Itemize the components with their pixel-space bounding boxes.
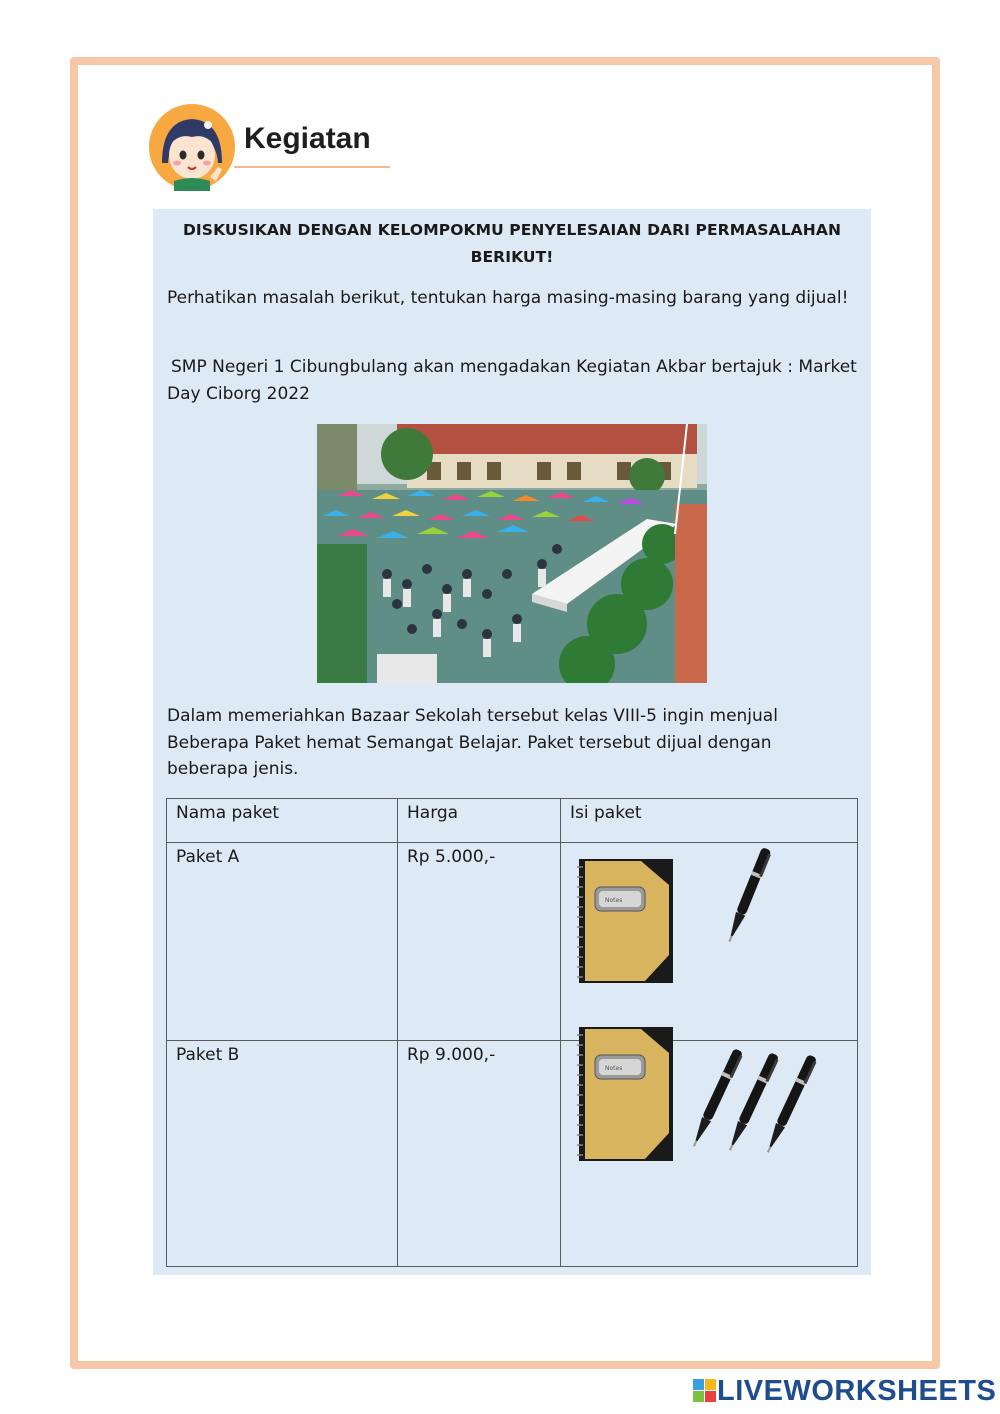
package-a-name: Paket A bbox=[167, 843, 398, 1041]
notebook-label: Notes bbox=[605, 1065, 623, 1072]
package-table bbox=[166, 798, 858, 1267]
header-contents: Isi paket bbox=[561, 799, 858, 843]
liveworksheets-logo bbox=[693, 1374, 996, 1408]
instruction-text: DISKUSIKAN DENGAN KELOMPOKMU PENYELESAIAN DARI PERMASALAHAN BERIKUT! bbox=[182, 221, 842, 266]
notebook-icon bbox=[575, 857, 675, 987]
pen-icon bbox=[717, 843, 777, 953]
student-avatar-icon bbox=[148, 103, 236, 191]
notebook-label: Notes bbox=[605, 897, 623, 904]
package-b-name: Paket B bbox=[167, 1041, 398, 1267]
table-header-row bbox=[167, 799, 858, 843]
live-badge-icon bbox=[693, 1379, 717, 1403]
page-title: Kegiatan bbox=[244, 122, 371, 155]
table-row bbox=[167, 1041, 858, 1267]
notebook-icon bbox=[575, 1025, 675, 1165]
package-a-price: Rp 5.000,- bbox=[398, 843, 561, 1041]
header-price: Harga bbox=[398, 799, 561, 843]
package-b-contents bbox=[561, 1041, 858, 1267]
brand-name: LIVEWORKSHEETS bbox=[717, 1374, 997, 1407]
package-b-price: Rp 9.000,- bbox=[398, 1041, 561, 1267]
pen-icon bbox=[759, 1047, 819, 1167]
table-row bbox=[167, 843, 858, 1041]
paragraph-bazaar: Dalam memeriahkan Bazaar Sekolah tersebut kelas VIII-5 ingin menjual Beberapa Paket hemat Semangat Belajar. Paket tersebut dijual dengan beberapa jenis. bbox=[167, 706, 778, 779]
bazaar-photo bbox=[317, 424, 707, 683]
title-underline bbox=[234, 166, 390, 168]
header-package-name: Nama paket bbox=[167, 799, 398, 843]
paragraph-intro: Perhatikan masalah berikut, tentukan harga masing-masing barang yang dijual! bbox=[167, 288, 849, 308]
paragraph-event: SMP Negeri 1 Cibungbulang akan mengadakan Kegiatan Akbar bertajuk : Market Day Ciborg 2022 bbox=[167, 357, 857, 404]
package-a-contents bbox=[561, 843, 858, 1041]
